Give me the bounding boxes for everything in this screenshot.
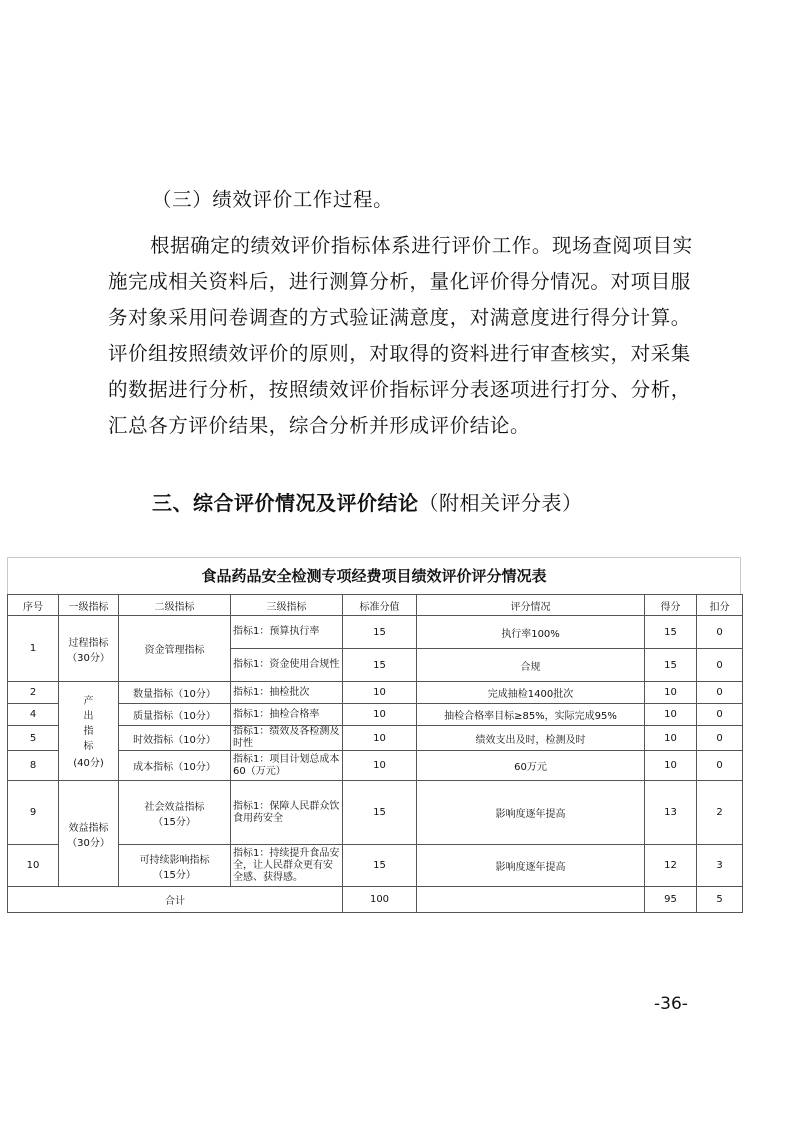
cell-std: 10 — [343, 751, 417, 781]
table-header-row — [8, 595, 743, 616]
table-row — [8, 751, 743, 781]
cell-std: 15 — [343, 845, 417, 887]
cell-level3: 指标1：预算执行率 — [231, 616, 343, 649]
cell-deduct: 0 — [697, 704, 743, 726]
cell-level3: 指标1：抽检合格率 — [231, 704, 343, 726]
cell-level2: 资金管理指标 — [119, 616, 231, 682]
cell-no: 9 — [8, 781, 59, 845]
cell-eval: 绩效支出及时，检测及时 — [417, 726, 645, 751]
section-heading-process: （三）绩效评价工作过程。 — [152, 188, 394, 211]
cell-deduct: 0 — [697, 682, 743, 704]
table-row — [8, 704, 743, 726]
cell-eval: 执行率100% — [417, 616, 645, 649]
cell-level2: 数量指标（10分） — [119, 682, 231, 704]
cell-level3: 指标1：持续提升食品安全，让人民群众更有安全感、获得感。 — [231, 845, 343, 887]
cell-eval: 60万元 — [417, 751, 645, 781]
cell-level3: 指标1：绩效及各检测及时性 — [231, 726, 343, 751]
table-row — [8, 845, 743, 887]
cell-no: 5 — [8, 726, 59, 751]
cell-level1-benefit: 效益指标 （30分） — [59, 781, 119, 887]
cell-eval: 完成抽检1400批次 — [417, 682, 645, 704]
cell-eval: 影响度逐年提高 — [417, 781, 645, 845]
cell-score: 13 — [645, 781, 697, 845]
cell-level3: 指标1：保障人民群众饮食用药安全 — [231, 781, 343, 845]
section-heading-conclusion — [152, 487, 583, 516]
header-level1: 一级指标 — [59, 595, 119, 616]
heading-note: （附相关评分表） — [418, 491, 583, 515]
cell-deduct: 3 — [697, 845, 743, 887]
header-no: 序号 — [8, 595, 59, 616]
table-row — [8, 616, 743, 649]
cell-level2: 质量指标（10分） — [119, 704, 231, 726]
output-label: 产出指标 — [83, 695, 94, 752]
cell-std: 10 — [343, 704, 417, 726]
header-level2: 二级指标 — [119, 595, 231, 616]
table-row — [8, 726, 743, 751]
cell-no: 10 — [8, 845, 59, 887]
header-evaluation: 评分情况 — [417, 595, 645, 616]
cell-deduct: 0 — [697, 616, 743, 649]
heading-main: 三、综合评价情况及评价结论 — [152, 491, 419, 515]
cell-score: 12 — [645, 845, 697, 887]
cell-std: 15 — [343, 616, 417, 649]
cell-level2: 时效指标（10分） — [119, 726, 231, 751]
cell-level3: 指标1：资金使用合规性 — [231, 649, 343, 682]
header-level3: 三级指标 — [231, 595, 343, 616]
cell-deduct: 2 — [697, 781, 743, 845]
cell-level2: 可持续影响指标 （15分） — [119, 845, 231, 887]
cell-std: 10 — [343, 726, 417, 751]
cell-no: 2 — [8, 682, 59, 704]
cell-level1-output — [59, 682, 119, 781]
cell-level3: 指标1：抽检批次 — [231, 682, 343, 704]
cell-eval: 影响度逐年提高 — [417, 845, 645, 887]
cell-score: 15 — [645, 616, 697, 649]
cell-score: 10 — [645, 704, 697, 726]
cell-score: 10 — [645, 751, 697, 781]
score-table-container — [7, 557, 741, 913]
table-row — [8, 781, 743, 845]
cell-std: 15 — [343, 649, 417, 682]
header-std-score: 标准分值 — [343, 595, 417, 616]
total-std: 100 — [343, 887, 417, 913]
cell-no: 8 — [8, 751, 59, 781]
cell-no: 1 — [8, 616, 59, 682]
paragraph-evaluation-process: 根据确定的绩效评价指标体系进行评价工作。现场查阅项目实施完成相关资料后，进行测算分析，量化评价得分情况。对项目服务对象采用问卷调查的方式验证满意度，对满意度进行得分计算。评价组按照绩效评价的原则，对取得的资料进行审查核实，对采集的数据进行分析，按照绩效评价指标评分表逐项进行打分、分析，汇总各方评价结果，综合分析并形成评价结论。 — [108, 234, 693, 437]
page-number: -36- — [654, 994, 688, 1014]
total-score: 95 — [645, 887, 697, 913]
score-table — [7, 594, 743, 913]
cell-deduct: 0 — [697, 649, 743, 682]
header-deduct: 扣分 — [697, 595, 743, 616]
cell-deduct: 0 — [697, 726, 743, 751]
cell-level3: 指标1：项目计划总成本60（万元） — [231, 751, 343, 781]
total-deduct: 5 — [697, 887, 743, 913]
table-title: 食品药品安全检测专项经费项目绩效评价评分情况表 — [7, 557, 741, 594]
cell-score: 10 — [645, 726, 697, 751]
table-total-row — [8, 887, 743, 913]
cell-no: 4 — [8, 704, 59, 726]
cell-eval: 合规 — [417, 649, 645, 682]
cell-level1-process: 过程指标 （30分） — [59, 616, 119, 682]
header-score: 得分 — [645, 595, 697, 616]
cell-std: 15 — [343, 781, 417, 845]
total-eval — [417, 887, 645, 913]
total-label: 合计 — [8, 887, 343, 913]
cell-deduct: 0 — [697, 751, 743, 781]
cell-score: 15 — [645, 649, 697, 682]
output-score: (40分) — [73, 757, 104, 769]
table-row — [8, 682, 743, 704]
cell-level2: 成本指标（10分） — [119, 751, 231, 781]
cell-std: 10 — [343, 682, 417, 704]
cell-level2: 社会效益指标 （15分） — [119, 781, 231, 845]
cell-eval: 抽检合格率目标≥85%，实际完成95% — [417, 704, 645, 726]
cell-score: 10 — [645, 682, 697, 704]
